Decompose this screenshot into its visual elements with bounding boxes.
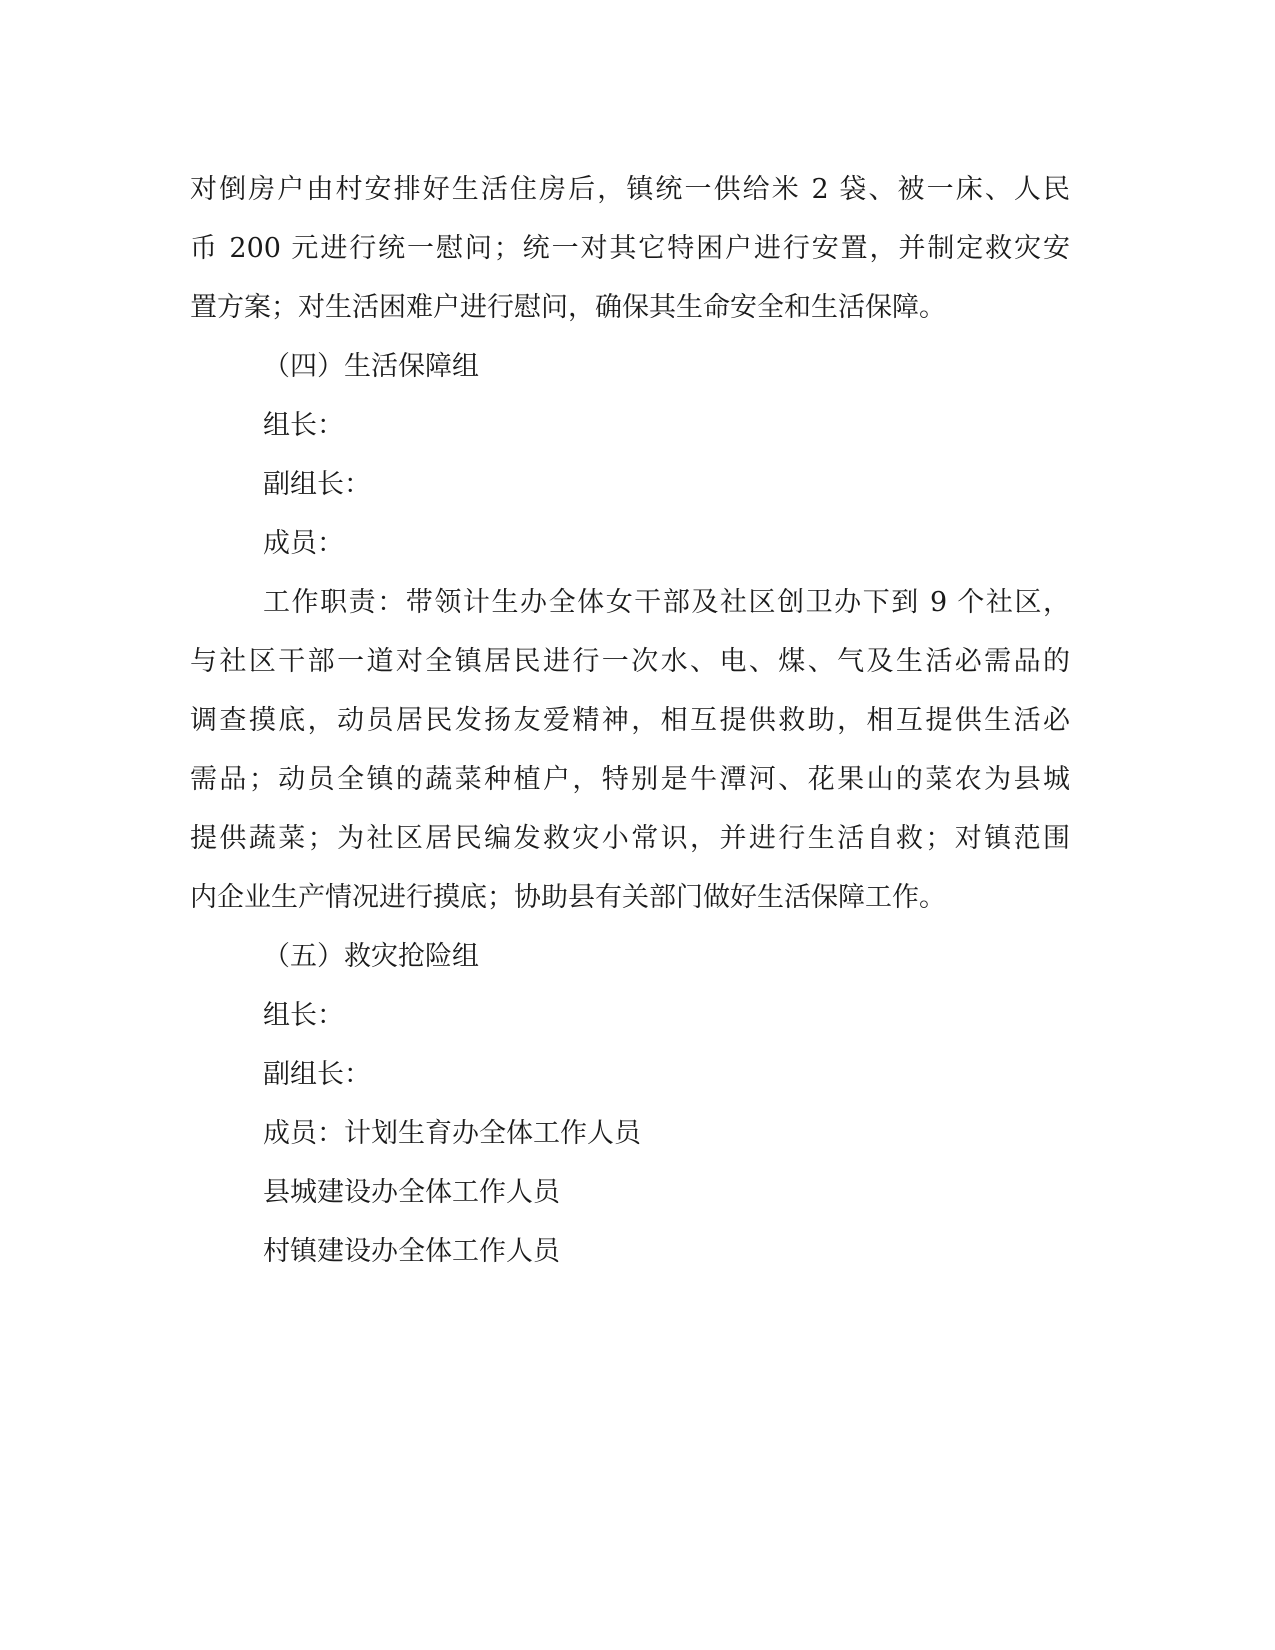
duties-line-4: 需品；动员全镇的蔬菜种植户，特别是牛潭河、花果山的菜农为县城 (190, 764, 1070, 795)
duties-line-1: 工作职责：带领计生办全体女干部及社区创卫办下到 9 个社区， (263, 587, 1070, 618)
deputy-leader-label-2: 副组长： (263, 1059, 371, 1090)
members-label: 成员： (263, 528, 344, 559)
paragraph-line-1: 对倒房户由村安排好生活住房后，镇统一供给米 2 袋、被一床、人民 (190, 174, 1070, 205)
paragraph-line-3: 置方案；对生活困难户进行慰问，确保其生命安全和生活保障。 (190, 292, 946, 323)
members-line-2: 县城建设办全体工作人员 (263, 1177, 560, 1208)
duties-line-6: 内企业生产情况进行摸底；协助县有关部门做好生活保障工作。 (190, 882, 946, 913)
members-line-3: 村镇建设办全体工作人员 (263, 1236, 560, 1267)
group-leader-label: 组长： (263, 410, 344, 441)
duties-line-3: 调查摸底，动员居民发扬友爱精神，相互提供救助，相互提供生活必 (190, 705, 1070, 736)
group-leader-label-2: 组长： (263, 1000, 344, 1031)
duties-line-5: 提供蔬菜；为社区居民编发救灾小常识，并进行生活自救；对镇范围 (190, 823, 1070, 854)
duties-line-2: 与社区干部一道对全镇居民进行一次水、电、煤、气及生活必需品的 (190, 646, 1070, 677)
paragraph-line-2: 币 200 元进行统一慰问；统一对其它特困户进行安置，并制定救灾安 (190, 233, 1070, 264)
members-line-1: 成员：计划生育办全体工作人员 (263, 1118, 641, 1149)
section-heading-5: （五）救灾抢险组 (263, 941, 479, 972)
section-heading-4: （四）生活保障组 (263, 351, 479, 382)
deputy-leader-label: 副组长： (263, 469, 371, 500)
